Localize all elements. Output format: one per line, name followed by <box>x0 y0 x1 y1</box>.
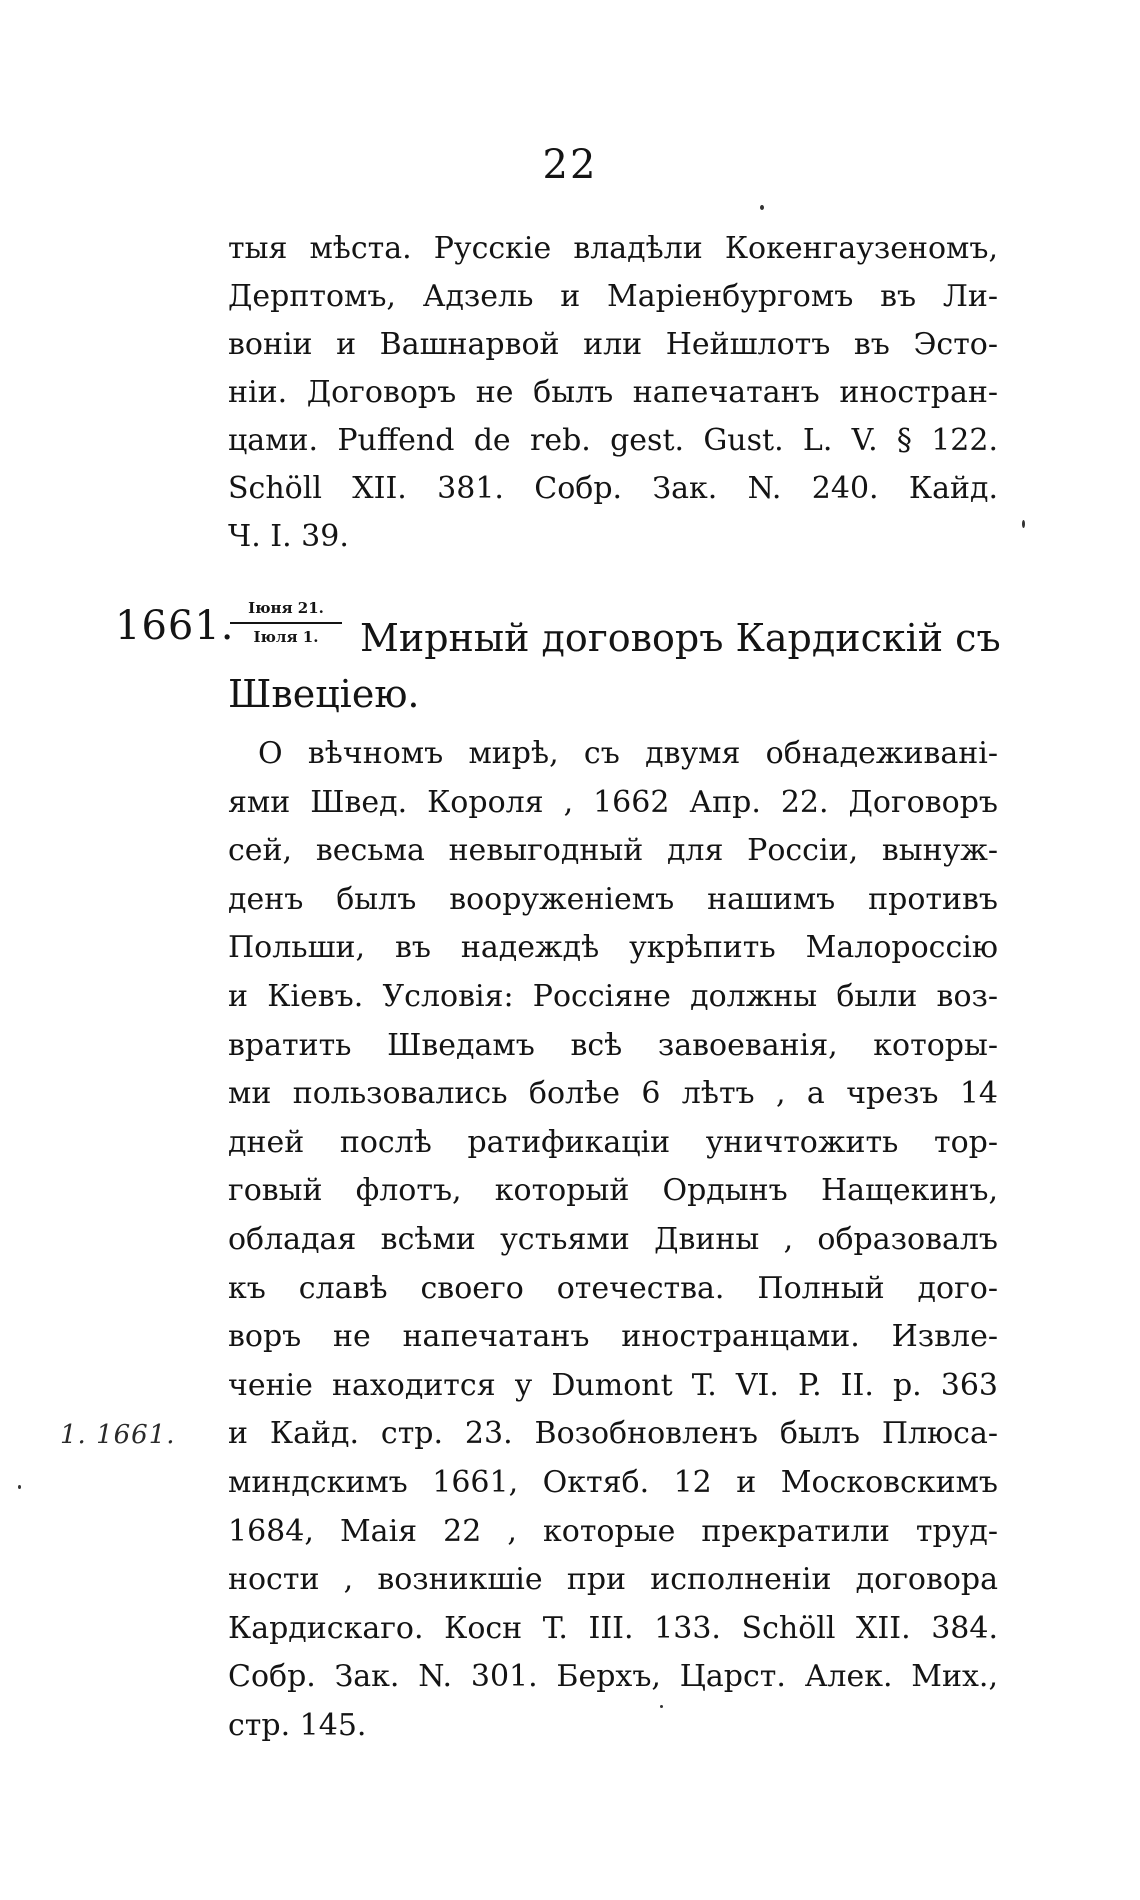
paragraph-treaty <box>228 730 998 1750</box>
print-speck <box>660 1705 663 1708</box>
text-line: цами. Puffend de reb. gest. Gust. L. V. § 122. <box>228 423 998 458</box>
date-old-style: Іюня 21. <box>248 599 324 617</box>
text-line: Ч. I. 39. <box>228 519 349 554</box>
print-speck <box>1022 520 1025 528</box>
text-line: тыя мѣста. Русскіе владѣли Кокенгаузеномъ, <box>228 231 998 266</box>
text-line: О вѣчномъ мирѣ, съ двумя обнадеживані- <box>258 736 998 771</box>
entry-date <box>230 598 342 647</box>
text-line: Дерптомъ, Адзель и Маріенбургомъ въ Ли- <box>228 279 998 314</box>
handwritten-margin-note: 1. 1661. <box>60 1420 176 1450</box>
text-line: Schöll XII. 381. Собр. Зак. N. 240. Кайд. <box>228 471 998 506</box>
paragraph-top <box>228 225 998 561</box>
fraction-bar <box>230 622 342 624</box>
text-line: миндскимъ 1661, Октяб. 12 и Московскимъ <box>228 1464 998 1500</box>
text-line: ченіе находится у Dumont T. VI. P. II. p. 363 <box>228 1367 998 1403</box>
text-line: 1684, Маія 22 , которые прекратили труд- <box>228 1513 998 1549</box>
date-new-style: Іюля 1. <box>253 628 319 646</box>
text-line: ми пользовались болѣе 6 лѣтъ , а чрезъ 14 <box>228 1076 998 1112</box>
page-number: 22 <box>542 142 598 188</box>
text-line: ности , возникшіе при исполненіи договора <box>228 1562 998 1598</box>
text-line: обладая всѣми устьями Двины , образовалъ <box>228 1221 998 1257</box>
entry-heading-continued: Швеціею. <box>228 672 420 716</box>
text-line: и Кіевъ. Условія: Россіяне должны были воз- <box>228 978 998 1014</box>
text-line: денъ былъ вооруженіемъ нашимъ противъ <box>228 881 998 917</box>
print-speck <box>18 1485 21 1489</box>
text-line: воніи и Вашнарвой или Нейшлотъ въ Эсто- <box>228 327 998 362</box>
text-line: дней послѣ ратификаціи уничтожить тор- <box>228 1124 998 1160</box>
entry-year: 1661. <box>115 603 235 649</box>
text-line: Польши, въ надеждѣ укрѣпить Малороссію <box>228 930 998 966</box>
text-line: стр. 145. <box>228 1707 367 1743</box>
entry-heading <box>360 610 1000 666</box>
text-line: говый флотъ, который Ордынъ Нащекинъ, <box>228 1173 998 1209</box>
text-line: Кардискаго. Косн T. III. 133. Schöll XII. 384. <box>228 1610 998 1646</box>
text-line: къ славѣ своего отечества. Полный дого- <box>228 1270 998 1306</box>
text-line: сей, весьма невыгодный для Россіи, вынуж- <box>228 833 998 869</box>
text-line: вратить Шведамъ всѣ завоеванія, которы- <box>228 1027 998 1063</box>
text-line: воръ не напечатанъ иностранцами. Извле- <box>228 1319 998 1355</box>
text-line: ніи. Договоръ не былъ напечатанъ иностран- <box>228 375 998 410</box>
text-line: и Кайд. стр. 23. Возобновленъ былъ Плюса- <box>228 1416 998 1452</box>
print-speck <box>760 205 764 210</box>
heading-line: Мирный договоръ Кардискій съ <box>360 616 1001 660</box>
text-line: ями Швед. Короля , 1662 Апр. 22. Договоръ <box>228 784 998 820</box>
text-line: Собр. Зак. N. 301. Берхъ, Царст. Алек. Мих., <box>228 1659 998 1695</box>
